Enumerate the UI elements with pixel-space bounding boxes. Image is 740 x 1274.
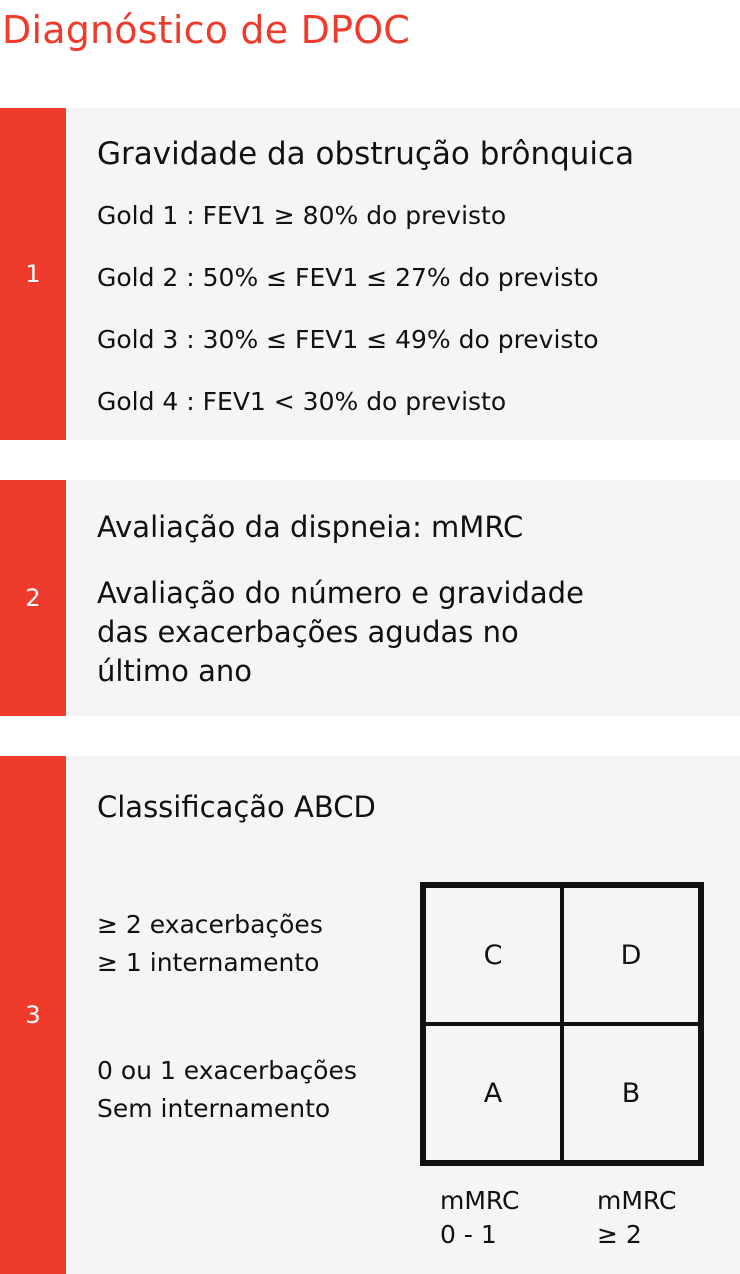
column-label-line: mMRC — [597, 1186, 677, 1215]
section-heading: Avaliação da dispneia: mMRC — [97, 510, 524, 544]
section-number-badge: 1 — [0, 108, 66, 440]
grid-cell-a: A — [424, 1024, 562, 1162]
row-label-high — [97, 906, 323, 982]
section-abcd — [0, 756, 740, 1274]
section-text-line: das exacerbações agudas no — [97, 615, 519, 649]
section-dyspnea — [0, 480, 740, 716]
row-label-low — [97, 1052, 357, 1128]
section-text-line: Avaliação do número e gravidade — [97, 576, 584, 610]
section-heading: Gravidade da obstrução brônquica — [97, 136, 635, 172]
column-label-left — [440, 1184, 520, 1252]
gold-item: Gold 4 : FEV1 < 30% do previsto — [97, 387, 507, 416]
grid-cell-b: B — [562, 1024, 700, 1162]
row-label-line: ≥ 2 exacerbações — [97, 910, 323, 939]
row-label-line: ≥ 1 internamento — [97, 948, 320, 977]
section-heading: Classificação ABCD — [97, 790, 376, 824]
section-gold-severity — [0, 108, 740, 440]
gold-item: Gold 2 : 50% ≤ FEV1 ≤ 27% do previsto — [97, 263, 599, 292]
grid-cell-d: D — [562, 886, 700, 1024]
column-label-line: 0 - 1 — [440, 1220, 497, 1249]
section-number-badge: 2 — [0, 480, 66, 716]
section-text-line: último ano — [97, 654, 252, 688]
gold-item: Gold 1 : FEV1 ≥ 80% do previsto — [97, 201, 507, 230]
abcd-grid — [420, 882, 704, 1166]
column-label-line: ≥ 2 — [597, 1220, 642, 1249]
gold-item: Gold 3 : 30% ≤ FEV1 ≤ 49% do previsto — [97, 325, 599, 354]
column-label-right — [597, 1184, 677, 1252]
section-number-badge: 3 — [0, 756, 66, 1274]
row-label-line: 0 ou 1 exacerbações — [97, 1056, 357, 1085]
column-label-line: mMRC — [440, 1186, 520, 1215]
row-label-line: Sem internamento — [97, 1094, 331, 1123]
grid-cell-c: C — [424, 886, 562, 1024]
page-title: Diagnóstico de DPOC — [2, 8, 411, 52]
